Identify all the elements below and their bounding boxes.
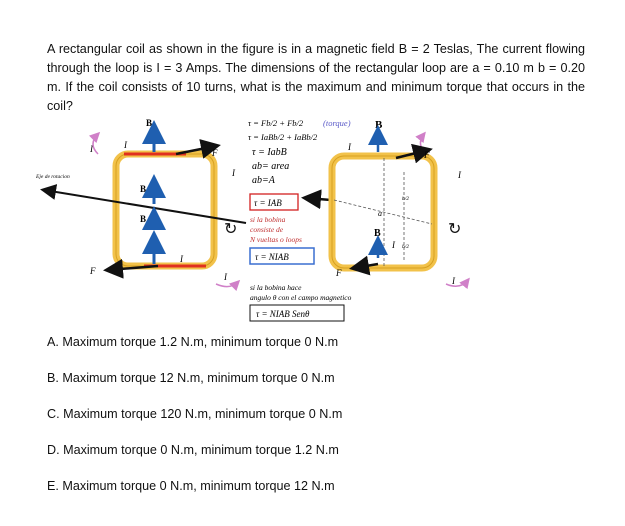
coil-figure	[36, 112, 596, 327]
dashed-axis	[334, 200, 432, 224]
dimension-a: a	[378, 209, 382, 218]
torque-box-1-text: τ = IAB	[254, 198, 282, 208]
option-b[interactable]: B. Maximum torque 12 N.m, minimum torque 0 N.m	[47, 371, 335, 385]
dimension-b2: b/2	[402, 196, 410, 202]
field-label: B	[140, 184, 147, 194]
coil-note-line: si la bobina	[250, 215, 286, 224]
current-label: I	[124, 140, 127, 150]
current-label: I	[224, 272, 227, 282]
rotation-symbol: ↻	[448, 221, 462, 238]
force-label: F	[90, 266, 96, 276]
question-text: A rectangular coil as shown in the figure is in a magnetic field B = 2 Teslas, The current flowing through the loop is I = 3 Amps. The dimensions of the rectangular loop are a = 0.10 m b = 0.20 m. If the coil consists of 10 turns, what is the maximum and minimum torque that occurs in the coil?	[47, 42, 585, 113]
current-label: I	[232, 168, 235, 178]
field-label: B	[146, 118, 153, 128]
answer-options	[47, 334, 342, 514]
pointer-arrow	[306, 198, 331, 200]
torque-box-3-text: τ = NIAB Senθ	[256, 309, 310, 319]
option-c[interactable]: C. Maximum torque 120 N.m, minimum torque 0 N.m	[47, 407, 343, 421]
current-label: I	[348, 142, 351, 152]
rotation-arrow	[93, 134, 98, 154]
torque-note: (torque)	[323, 118, 351, 128]
angle-note-line: si la bobina hace	[250, 283, 302, 292]
rotation-arrow	[446, 280, 468, 286]
field-label: B	[375, 119, 383, 131]
rotation-arrow	[216, 282, 238, 287]
rotation-symbol: ↻	[224, 221, 238, 238]
option-a[interactable]: A. Maximum torque 1.2 N.m, minimum torque 0 N.m	[47, 335, 339, 349]
current-label: I	[90, 144, 93, 154]
angle-note-line: angulo θ con el campo magnetico	[250, 293, 352, 302]
current-label: I	[392, 240, 395, 250]
torque-box-2-text: τ = NIAB	[255, 252, 289, 262]
field-label: B	[140, 214, 147, 224]
torque-equation-1: τ = Fb/2 + Fb/2	[248, 118, 304, 128]
force-label: F	[212, 148, 218, 158]
force-label: F	[424, 150, 430, 160]
torque-equation-3: τ = IabB	[252, 147, 287, 158]
current-label: I	[458, 170, 461, 180]
current-label: I	[452, 276, 455, 286]
area-equation-2: ab=A	[252, 175, 275, 186]
field-label: B	[374, 228, 381, 239]
coil-note-line: N vueltas o loops	[250, 235, 302, 244]
force-label: F	[336, 268, 342, 278]
axis-label: Eje de rotacion	[36, 174, 70, 180]
torque-equation-2: τ = IaBb/2 + IaBb/2	[248, 132, 318, 142]
option-e[interactable]: E. Maximum torque 0 N.m, minimum torque 12 N.m	[47, 479, 335, 493]
coil-note-line: consiste de	[250, 225, 284, 234]
current-label: I	[180, 254, 183, 264]
area-equation-1: ab= area	[252, 161, 290, 172]
dimension-b2: b/2	[402, 244, 410, 250]
option-d[interactable]: D. Maximum torque 0 N.m, minimum torque 1.2 N.m	[47, 443, 339, 457]
